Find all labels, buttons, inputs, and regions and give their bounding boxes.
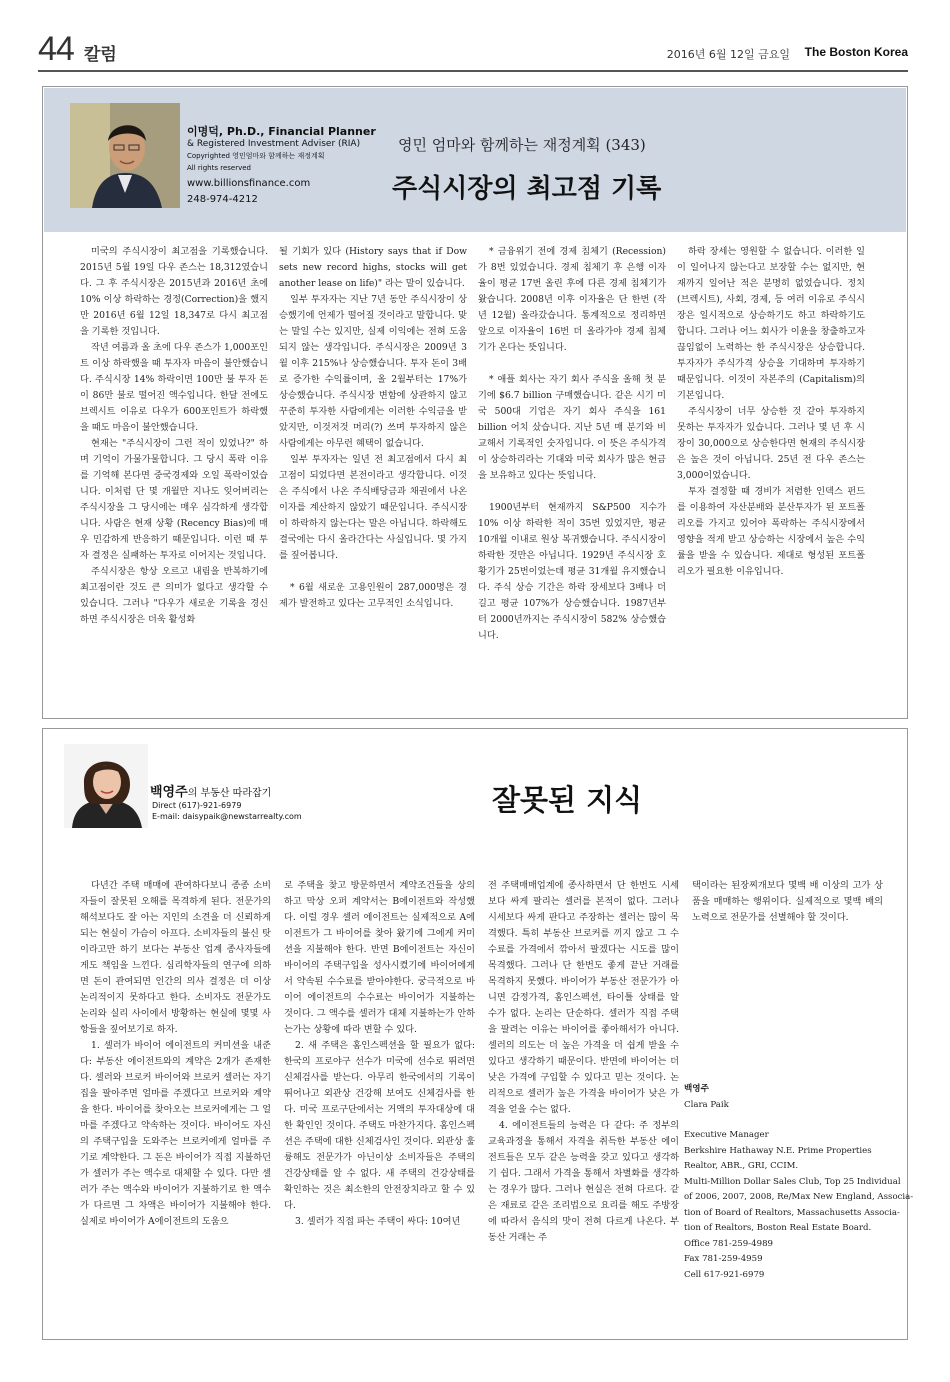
article2-author-heading (150, 781, 271, 800)
paragraph: 1900년부터 현재까지 S&P500 지수가 10% 이상 하락한 적이 35번 있었지만, 평균 10개월 이내로 원상 복귀했습니다. 주식시장이 하락한 것만은 아닙니다. 1929년 주식시장 호황기가 25번이었는데 평균 31개월 유지했습니다. 주식 상승 기간은 하락 장세보다 3배나 더 길고 평균 107%가 상승했습니다. 1987년부터 2000년까지는 주식시장이 582% 상승했습니다. (478, 502, 666, 641)
paragraph: 현재는 "주식시장이 그런 적이 있었나?" 하며 기억이 가물가물합니다. 그 당시 폭락 이유를 기억해 본다면 중국경제와 오일 폭락이었습니다. 이처럼 단 몇 개월만 지나도 잊어버리는 주식시장을 그 당시에는 매우 심각하게 생각합니다. 사람은 현재 상황 (Recency Bias)에 매우 민감하게 반응하기 때문입니다. 이런 때 투자 결정은 실패하는 투자로 이어지는 것입니다. (80, 438, 268, 561)
signature-line: Berkshire Hathaway N.E. Prime Properties (684, 1145, 872, 1156)
paragraph: 전 주택매매업계에 종사하면서 단 한번도 시세보다 싸게 팔리는 셀러를 본적이 없다. 그러나 시세보다 싸게 판다고 주장하는 셀러는 많이 목격했다. 특히 부동산 브로커를 끼지 않고 그 수수료를 가격에서 깎아서 팔겠다는 시도를 많이 목격했다. 그러나 단 한번도 좋게 끝난 거래를 목격하지 못했다. 바이어가 부동산 전문가가 아니면 감정가격, 홈인스펙션, 타이틀 상태를 알 수가 없다. 논리는 단순하다. 셀러가 직접 주택을 팔려는 이유는 바이어를 좋아해서가 아니다. 셀러의 의도는 더 높은 가격을 더 쉽게 받을 수 있다고 생각하기 때문이다. 반면에 바이어는 더 낮은 가격에 구입할 수 있다고 믿는 것이다. 논리적으로 셀러가 높은 가격을 바이어가 낮은 가격을 얻을 수는 없다. (488, 880, 679, 1115)
author-credit-line: & Registered Investment Adviser (RIA) (187, 139, 361, 149)
paragraph: * 금융위기 전에 경제 침체기 (Recession)가 8번 있었습니다. 경제 침체기 후 은행 이자율이 평균 17번 올린 후에 다른 경제 침체기가 왔습니다. 2008년 이후 이자율은 단 한번 (작년 12월) 올라갔습니다. 통계적으로 정리하면 앞으로 이자율이 16번 더 올라가야 경제 침체기가 온다는 뜻입니다. (478, 246, 666, 353)
article2-signature (684, 1082, 913, 1283)
paragraph: 일부 투자자는 지난 7년 동안 주식시장이 상승했기에 언제가 떨어질 것이라고 말합니다. 맞는 말일 수는 있지만, 실제 이익에는 전혀 도움되지 않는 생각입니다. 주식시장은 2009년 3월 이후 215%나 상승했습니다. 투자 돈이 3배로 증가한 수익률이며, 올 2월부터는 17%가 상승했습니다. 주식시장 변함에 상관하지 않고 꾸준히 투자한 사람에게는 이러한 수익금을 받았지만, 이것저것 머리(?) 쓰며 투자하지 않은 사람에게는 아무런 혜택이 없습니다. (279, 294, 467, 449)
signature-line: Realtor, ABR., GRI, CCIM. (684, 1161, 799, 1171)
paragraph: 주식시장은 항상 오르고 내림을 반복하기에 최고점이란 것도 큰 의미가 없다고 생각할 수 있습니다. 그러나 "다우가 새로운 기록을 경신하면 주식시장은 더욱 활성화 (80, 566, 268, 625)
article1-body (80, 244, 900, 714)
text-column (478, 244, 666, 714)
signature-line: Office 781-259-4989 (684, 1238, 774, 1249)
paragraph: 다년간 주택 매매에 관여하다보니 종종 소비자들이 잘못된 오해를 목격하게 된다. 전문가의 해석보다도 잘 아는 지인의 소견을 더 신뢰하게 되는 현실이 가슴이 아프다. 소비자들의 불신 탓이라고만 하기 보다는 부동산 업계 종사자들에게도 책임을 느낀다. 심리학자들의 연구에 의하면 돈이 관여되면 인간의 의사 결정은 더 이상 논리적이지 못하다고 한다. 소비자도 전문가도 논리와 실리 사이에서 방황하는 현실에 몇몇 사항들을 짚어보기로 하자. (80, 880, 271, 1035)
signature-line: Cell 617-921-6979 (684, 1269, 765, 1280)
article1-author-info (187, 126, 376, 206)
signature-line: 백영주 (684, 1084, 709, 1094)
paragraph: 미국의 주식시장이 최고점을 기록했습니다. 2015년 5월 19일 다우 존스는 18,312였습니다. 그 후 주식시장은 2015년과 2016년 초에 10% 이상 하락하는 경정(Correction)을 했지만 2016년 6월 12일 18,347로 다시 최고점을 기록한 것입니다. (80, 246, 268, 337)
signature-line: of 2006, 2007, 2008, Re/Max New England, Associa- (684, 1192, 914, 1202)
signature-line: Fax 781-259-4959 (684, 1254, 763, 1264)
author-column-name: 의 부동산 따라잡기 (187, 788, 272, 799)
paragraph: 로 주택을 찾고 방문하면서 계약조건들을 상의하고 막상 오퍼 계약서는 B에이전트와 작성했다. 이럴 경우 셀러 에이전트는 실제적으로 A에이전트가 그 바이어를 찾아 왔기에 그에게 커미션을 지불해야 한다. 반면 B에이전트는 자신이 바이어의 주택구입을 성사시켰기에 바이어에게서 약속된 수수료를 받아야한다. 궁극적으로 바이어 에이전트의 수수료는 바이어가 지불하는 것이다. 그 액수를 셀러가 대체 지불하는가 안하는가는 상황에 따라 변할 수 있다. (284, 880, 475, 1035)
paragraph: 될 기회가 있다 (History says that if Dow sets new record highs, stocks will get another lease on life)" 라는 말이 있습니다. (279, 246, 467, 289)
author-photo-man (70, 103, 180, 208)
signature-line: Multi-Million Dollar Sales Club, Top 25 Individual (684, 1176, 901, 1187)
paragraph: 작년 여름과 올 초에 다우 존스가 1,000포인트 이상 하락했을 때 투자자 마음이 불안했습니다. 주식시장 14% 하락이면 100만 불 투자 돈이 86만 불로 떨어진 액수입니다. 한달 전에도 브렉시트 이유로 다우가 600포인트가 하락했을 때도 마음이 불안했습니다. (80, 342, 268, 433)
paragraph: 2. 새 주택은 홈인스펙션을 할 필요가 없다: 한국의 프로야구 선수가 미국에 선수로 뛰려면 신체검사를 받는다. 아무리 한국에서의 기록이 뛰어나고 외관상 건강해 보여도 신체검사를 한다. 미국 프로구단에서는 거액의 투자대상에 대한 확인인 것이다. 주택도 마찬가지다. 홈인스펙션은 주택에 대한 신체검사인 것이다. 외관상 훌륭해도 전문가가 아닌이상 소비자들은 주택의 건강상태를 알 수 없다. 새 주택의 건강상태를 확인하는 것은 최소한의 안전장치라고 할 수 있다. (284, 1040, 475, 1211)
header-rule (38, 70, 908, 72)
issue-date: 2016년 6월 12일 금요일 (666, 48, 790, 61)
paragraph: 3. 셀러가 직접 파는 주택이 싸다: 10여년 (295, 1216, 461, 1227)
author-name: 백영주 (150, 785, 188, 800)
article2-author-info (152, 800, 302, 822)
article2-title: 잘못된 지식 (492, 783, 643, 817)
paragraph: 택이라는 된장찌개보다 몇백 배 이상의 고가 상품을 매매하는 행위이다. 실제적으로 몇백 배의 노력으로 전문가를 선별해야 할 것이다. (692, 880, 883, 923)
signature-line (684, 1113, 913, 1128)
signature-line: tion of Realtors, Boston Real Estate Board. (684, 1223, 872, 1233)
author-website: www.billionsfinance.com (187, 178, 311, 189)
paragraph: 1. 셀러가 바이어 에이전트의 커미션을 내준다: 부동산 에이전트와의 계약은 2개가 존재한다. 셀러와 브로커 바이어와 브로커 셀러는 자기집을 팔아주면 얼마를 주겠다고 브로커와 계약을 한다. 바이어를 찾아오는 브로커에게는 그 얼마를 주겠다고 약속하는 것이다. 바이어도 자신의 주택구입을 도와주는 브로커에게 얼마를 주기로 계약한다. 그 돈은 바이어가 직접 지불하던가 셀러가 주는 액수로 대체할 수 있다. 다만 셀러가 주는 액수와 바이어가 지불하기로 한 액수가 다르면 그 차액은 바이어가 지불해야 한다. 실제로 바이어가 A에이전트의 도움으 (80, 1040, 271, 1227)
signature-line: Clara Paik (684, 1099, 729, 1110)
text-column (80, 244, 268, 714)
paragraph: * 6월 새로운 고용인원이 287,000명은 경제가 발전하고 있다는 고무적인 소식입니다. (279, 582, 467, 609)
text-column (488, 878, 679, 1334)
paragraph: 투자 결정할 때 경비가 저렴한 인덱스 펀드를 이용하여 자산분배와 분산투자가 된 포트폴리오를 가지고 있어야 폭락하는 주식시장에서 영향을 적게 받고 상승하는 시장에서 높은 수익률을 받을 수 있습니다. 제대로 형성된 포트폴리오가 필요한 이유입니다. (677, 486, 865, 577)
signature-line: Executive Manager (684, 1130, 769, 1140)
section-title: 칼럼 (84, 45, 117, 65)
paragraph: 하락 장세는 영원할 수 없습니다. 이러한 일이 일어나지 않는다고 보장할 수는 없지만, 현재까지 일어난 적은 분명히 없었습니다. 정치 (브렉시트), 사회, 경제, 등 여러 이유로 주식시장은 일시적으로 상승하기도 하고 하락하기도 합니다. 그러나 어느 회사가 이윤을 창출하고자 끊임없이 노력하는 한 주식시장은 상승합니다. 투자자가 주식가격 상승을 기대하며 투자하기 때문입니다. 이것이 자본주의 (Capitalism)의 기본입니다. (677, 246, 865, 401)
paragraph: 일부 투자자는 일년 전 최고점에서 다시 최고점이 되었다면 본전이라고 생각합니다. 이것은 주식에서 나온 주식배당금과 채권에서 나온 이자를 계산하지 않았기 때문입니다. 주식시장이 하락하지 않는다는 말은 아닙니다. 하락해도 결국에는 다시 올라간다는 사실입니다. 몇 가지를 짚어봅니다. (279, 454, 467, 561)
author-credit-line: Copyrighted 영민엄마와 함께하는 재정계획 (187, 152, 325, 160)
text-column (80, 878, 271, 1334)
text-column (284, 878, 475, 1334)
paragraph: 주식시장이 너무 상승한 것 같아 투자하지 못하는 투자자가 있습니다. 그러나 몇 년 후 시장이 30,000으로 상승한다면 현재의 주식시장은 높은 것이 아닙니다. 25년 전 다우 존스는 3,000이었습니다. (677, 406, 865, 481)
article1-title: 주식시장의 최고점 기록 (392, 174, 662, 204)
author-direct-phone: Direct (617)-921-6979 (152, 801, 242, 810)
text-column (279, 244, 467, 714)
signature-line: tion of Board of Realtors, Massachusetts Associa- (684, 1207, 900, 1218)
page-number: 44 (38, 30, 74, 68)
paragraph: * 애플 회사는 자기 회사 주식을 올해 첫 분기에 $6.7 billion 구매했습니다. 같은 시기 미국 500대 기업은 자기 회사 주식을 161 billion 어치 샀습니다. 지난 5년 매 분기와 비교해서 기록적인 숫자입니다. 이 뜻은 주식가격이 상승하리라는 기대와 미국 회사가 많은 현금을 보유하고 있다는 뜻입니다. (478, 374, 666, 481)
author-credit-line: 이명덕, Ph.D., Financial Planner (187, 125, 376, 138)
author-photo-woman (64, 744, 148, 828)
paragraph: 4. 에이전트들의 능력은 다 같다: 주 정부의 교육과정을 통해서 자격을 취득한 부동산 에이전트들은 모두 같은 능력을 갖고 있다고 생각하기 쉽다. 그래서 가격을 통해서 차별화를 생각하는 경우가 많다. 그러나 현실은 전혀 다르다. 같은 재료로 같은 조리법으로 요리를 해도 주방장에 따라서 음식의 맛이 전혀 다르게 나온다. 부동산 거래는 주 (488, 1120, 679, 1243)
author-phone: 248-974-4212 (187, 194, 258, 205)
article1-kicker: 영민 엄마와 함께하는 재정계획 (343) (398, 136, 646, 154)
author-email: E-mail: daisypaik@newstarrealty.com (152, 812, 302, 821)
newspaper-name: The Boston Korea (804, 45, 908, 59)
text-column (677, 244, 865, 714)
author-credit-line: All rights reserved (187, 164, 251, 172)
